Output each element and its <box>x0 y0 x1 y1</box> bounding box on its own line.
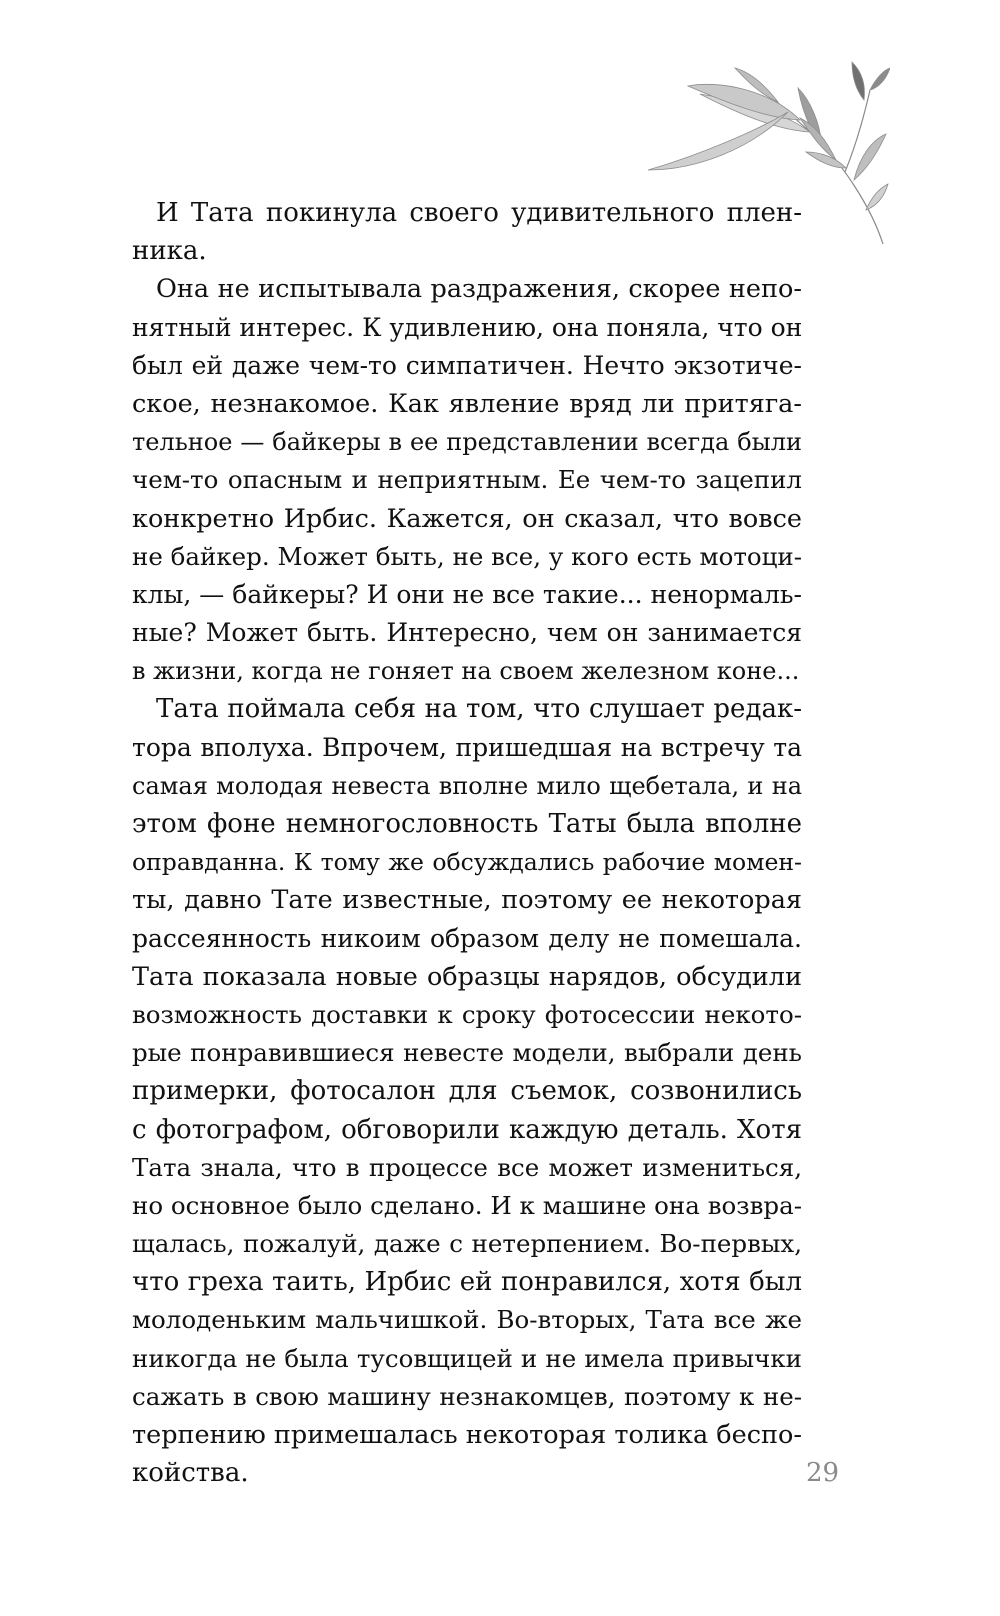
text-line: конкретно Ирбис. Кажется, он сказал, что вовсе <box>132 503 802 534</box>
text-line: возможность доставки к сроку фотосессии некото- <box>132 999 802 1029</box>
text-line: в жизни, когда не гоняет на своем железном коне... <box>132 657 800 686</box>
text-line: самая молодая невеста вполне мило щебетала, и на <box>132 771 802 800</box>
text-line: Тата поймала себя на том, что слушает редак- <box>156 694 802 725</box>
text-line: ные? Может быть. Интересно, чем он занимается <box>132 618 802 648</box>
text-line: нятный интерес. К удивлению, она поняла, что он <box>132 312 803 342</box>
text-line: рые понравившиеся невесте модели, выбрали день <box>132 1038 802 1068</box>
text-line: клы, — байкеры? И они не все такие... ненормаль- <box>132 579 802 609</box>
text-line: что греха таить, Ирбис ей понравился, хотя был <box>132 1267 802 1298</box>
text-line: чем-то опасным и неприятным. Ее чем-то зацепил <box>132 465 802 495</box>
text-line: сажать в свою машину незнакомцев, поэтому к не- <box>132 1381 802 1411</box>
text-line: койства. <box>132 1458 249 1489</box>
text-line: терпению примешалась некоторая толика беспо- <box>132 1420 802 1450</box>
text-line: был ей даже чем-то симпатичен. Нечто экзотиче- <box>132 350 802 380</box>
text-line: рассеянность никоим образом делу не помешала. <box>132 923 802 953</box>
text-line: Она не испытывала раздражения, скорее непо- <box>156 274 802 305</box>
text-line: никогда не была тусовщицей и не имела привычки <box>132 1343 802 1373</box>
text-line: щалась, пожалуй, даже с нетерпением. Во-первых, <box>132 1229 802 1259</box>
text-line: тора вполуха. Впрочем, пришедшая на встречу та <box>132 732 802 762</box>
text-line: примерки, фотосалон для съемок, созвонились <box>132 1076 802 1107</box>
text-line: Тата знала, что в процессе все может измениться, <box>132 1152 802 1182</box>
text-line: ника. <box>132 236 207 267</box>
text-line: Тата показала новые образцы нарядов, обсудили <box>132 961 802 992</box>
text-line: тельное — байкеры в ее представлении всегда были <box>132 428 802 457</box>
text-line: оправданна. К тому же обсуждались рабочие момен- <box>132 848 802 877</box>
text-line: ты, давно Тате известные, поэтому ее некоторая <box>132 885 802 916</box>
text-line: этом фоне немногословность Таты была вполне <box>132 809 802 839</box>
body-text <box>132 194 802 1492</box>
text-line: но основное было сделано. И к машине она возвра- <box>132 1190 802 1220</box>
text-line: ское, незнакомое. Как явление вряд ли притяга- <box>132 388 802 419</box>
text-line: не байкер. Может быть, не все, у кого есть мотоци- <box>132 541 802 571</box>
text-line: с фотографом, обговорили каждую деталь. Хотя <box>132 1114 802 1145</box>
text-line: молоденьким мальчишкой. Во-вторых, Тата все же <box>132 1305 802 1335</box>
page-number: 29 <box>806 1458 840 1488</box>
text-line: И Тата покинула своего удивительного плен- <box>156 198 802 228</box>
